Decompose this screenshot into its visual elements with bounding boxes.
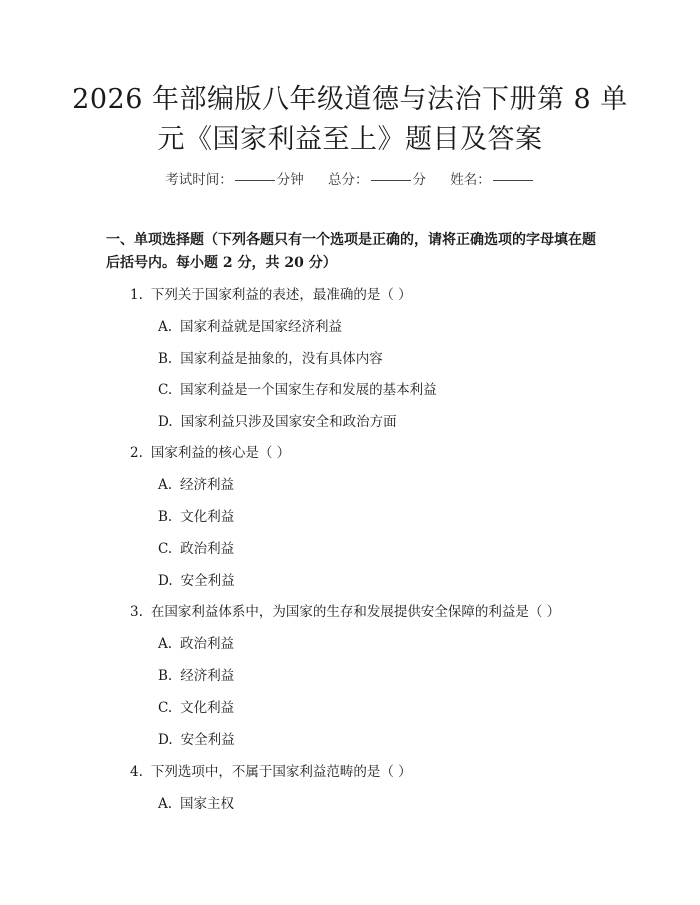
question-number: 2.	[130, 445, 143, 461]
question-2	[130, 441, 290, 461]
option-key: A.	[158, 636, 173, 652]
question-1	[130, 283, 412, 303]
exam-time-unit: 分钟	[276, 172, 304, 188]
option-key: B.	[158, 351, 173, 367]
question-4	[130, 760, 412, 780]
option-a	[158, 473, 234, 493]
option-text: 政治利益	[180, 541, 235, 557]
option-key: B.	[158, 509, 173, 525]
option-text: 国家利益是一个国家生存和发展的基本利益	[180, 382, 437, 398]
question-text: 在国家利益体系中，为国家的生存和发展提供安全保障的利益是（ ）	[150, 604, 561, 620]
exam-meta	[0, 168, 700, 188]
document-title-line-1: 2026 年部编版八年级道德与法治下册第 8 单	[72, 84, 628, 115]
option-key: A.	[158, 319, 173, 335]
option-c	[158, 696, 234, 716]
option-text: 国家利益就是国家经济利益	[180, 319, 343, 335]
exam-score-unit: 分	[412, 172, 426, 188]
option-d	[158, 410, 397, 430]
option-a	[158, 315, 342, 335]
exam-score-label: 总分：	[328, 172, 369, 188]
option-a	[158, 792, 234, 812]
option-key: D.	[158, 732, 173, 748]
question-number: 4.	[130, 764, 143, 780]
option-c	[158, 537, 234, 557]
option-b	[158, 664, 234, 684]
exam-score-blank	[371, 180, 411, 181]
option-b	[158, 505, 234, 525]
question-text: 下列关于国家利益的表述，最准确的是（ ）	[150, 287, 412, 303]
option-key: D.	[158, 414, 173, 430]
option-key: A.	[158, 477, 173, 493]
option-text: 文化利益	[180, 509, 235, 525]
question-3	[130, 600, 560, 620]
exam-time	[165, 172, 304, 188]
question-text: 国家利益的核心是（ ）	[150, 445, 291, 461]
option-text: 文化利益	[180, 700, 235, 716]
exam-score	[328, 172, 426, 188]
option-a	[158, 632, 234, 652]
option-d	[158, 728, 235, 748]
option-text: 国家主权	[180, 796, 235, 812]
exam-time-label: 考试时间：	[165, 172, 233, 188]
option-key: B.	[158, 668, 173, 684]
option-key: C.	[158, 541, 173, 557]
exam-name-blank	[493, 180, 533, 181]
option-text: 经济利益	[180, 668, 235, 684]
option-text: 国家利益是抽象的，没有具体内容	[180, 351, 383, 367]
option-text: 经济利益	[180, 477, 235, 493]
option-b	[158, 347, 383, 367]
option-d	[158, 569, 235, 589]
exam-name	[450, 172, 535, 188]
option-key: C.	[158, 700, 173, 716]
option-key: D.	[158, 573, 173, 589]
exam-name-label: 姓名：	[450, 172, 491, 188]
option-text: 国家利益只涉及国家安全和政治方面	[180, 414, 397, 430]
section-heading: 一、单项选择题（下列各题只有一个选项是正确的，请将正确选项的字母填在题后括号内。每小题 2 分，共 20 分）	[106, 232, 596, 271]
question-text: 下列选项中，不属于国家利益范畴的是（ ）	[150, 764, 412, 780]
question-number: 3.	[130, 604, 143, 620]
question-number: 1.	[130, 287, 143, 303]
document-title-line-2: 元《国家利益至上》题目及答案	[157, 124, 543, 155]
option-c	[158, 378, 437, 398]
option-key: A.	[158, 796, 173, 812]
exam-time-blank	[235, 180, 275, 181]
option-text: 政治利益	[180, 636, 235, 652]
option-text: 安全利益	[180, 732, 235, 748]
option-key: C.	[158, 382, 173, 398]
option-text: 安全利益	[180, 573, 235, 589]
